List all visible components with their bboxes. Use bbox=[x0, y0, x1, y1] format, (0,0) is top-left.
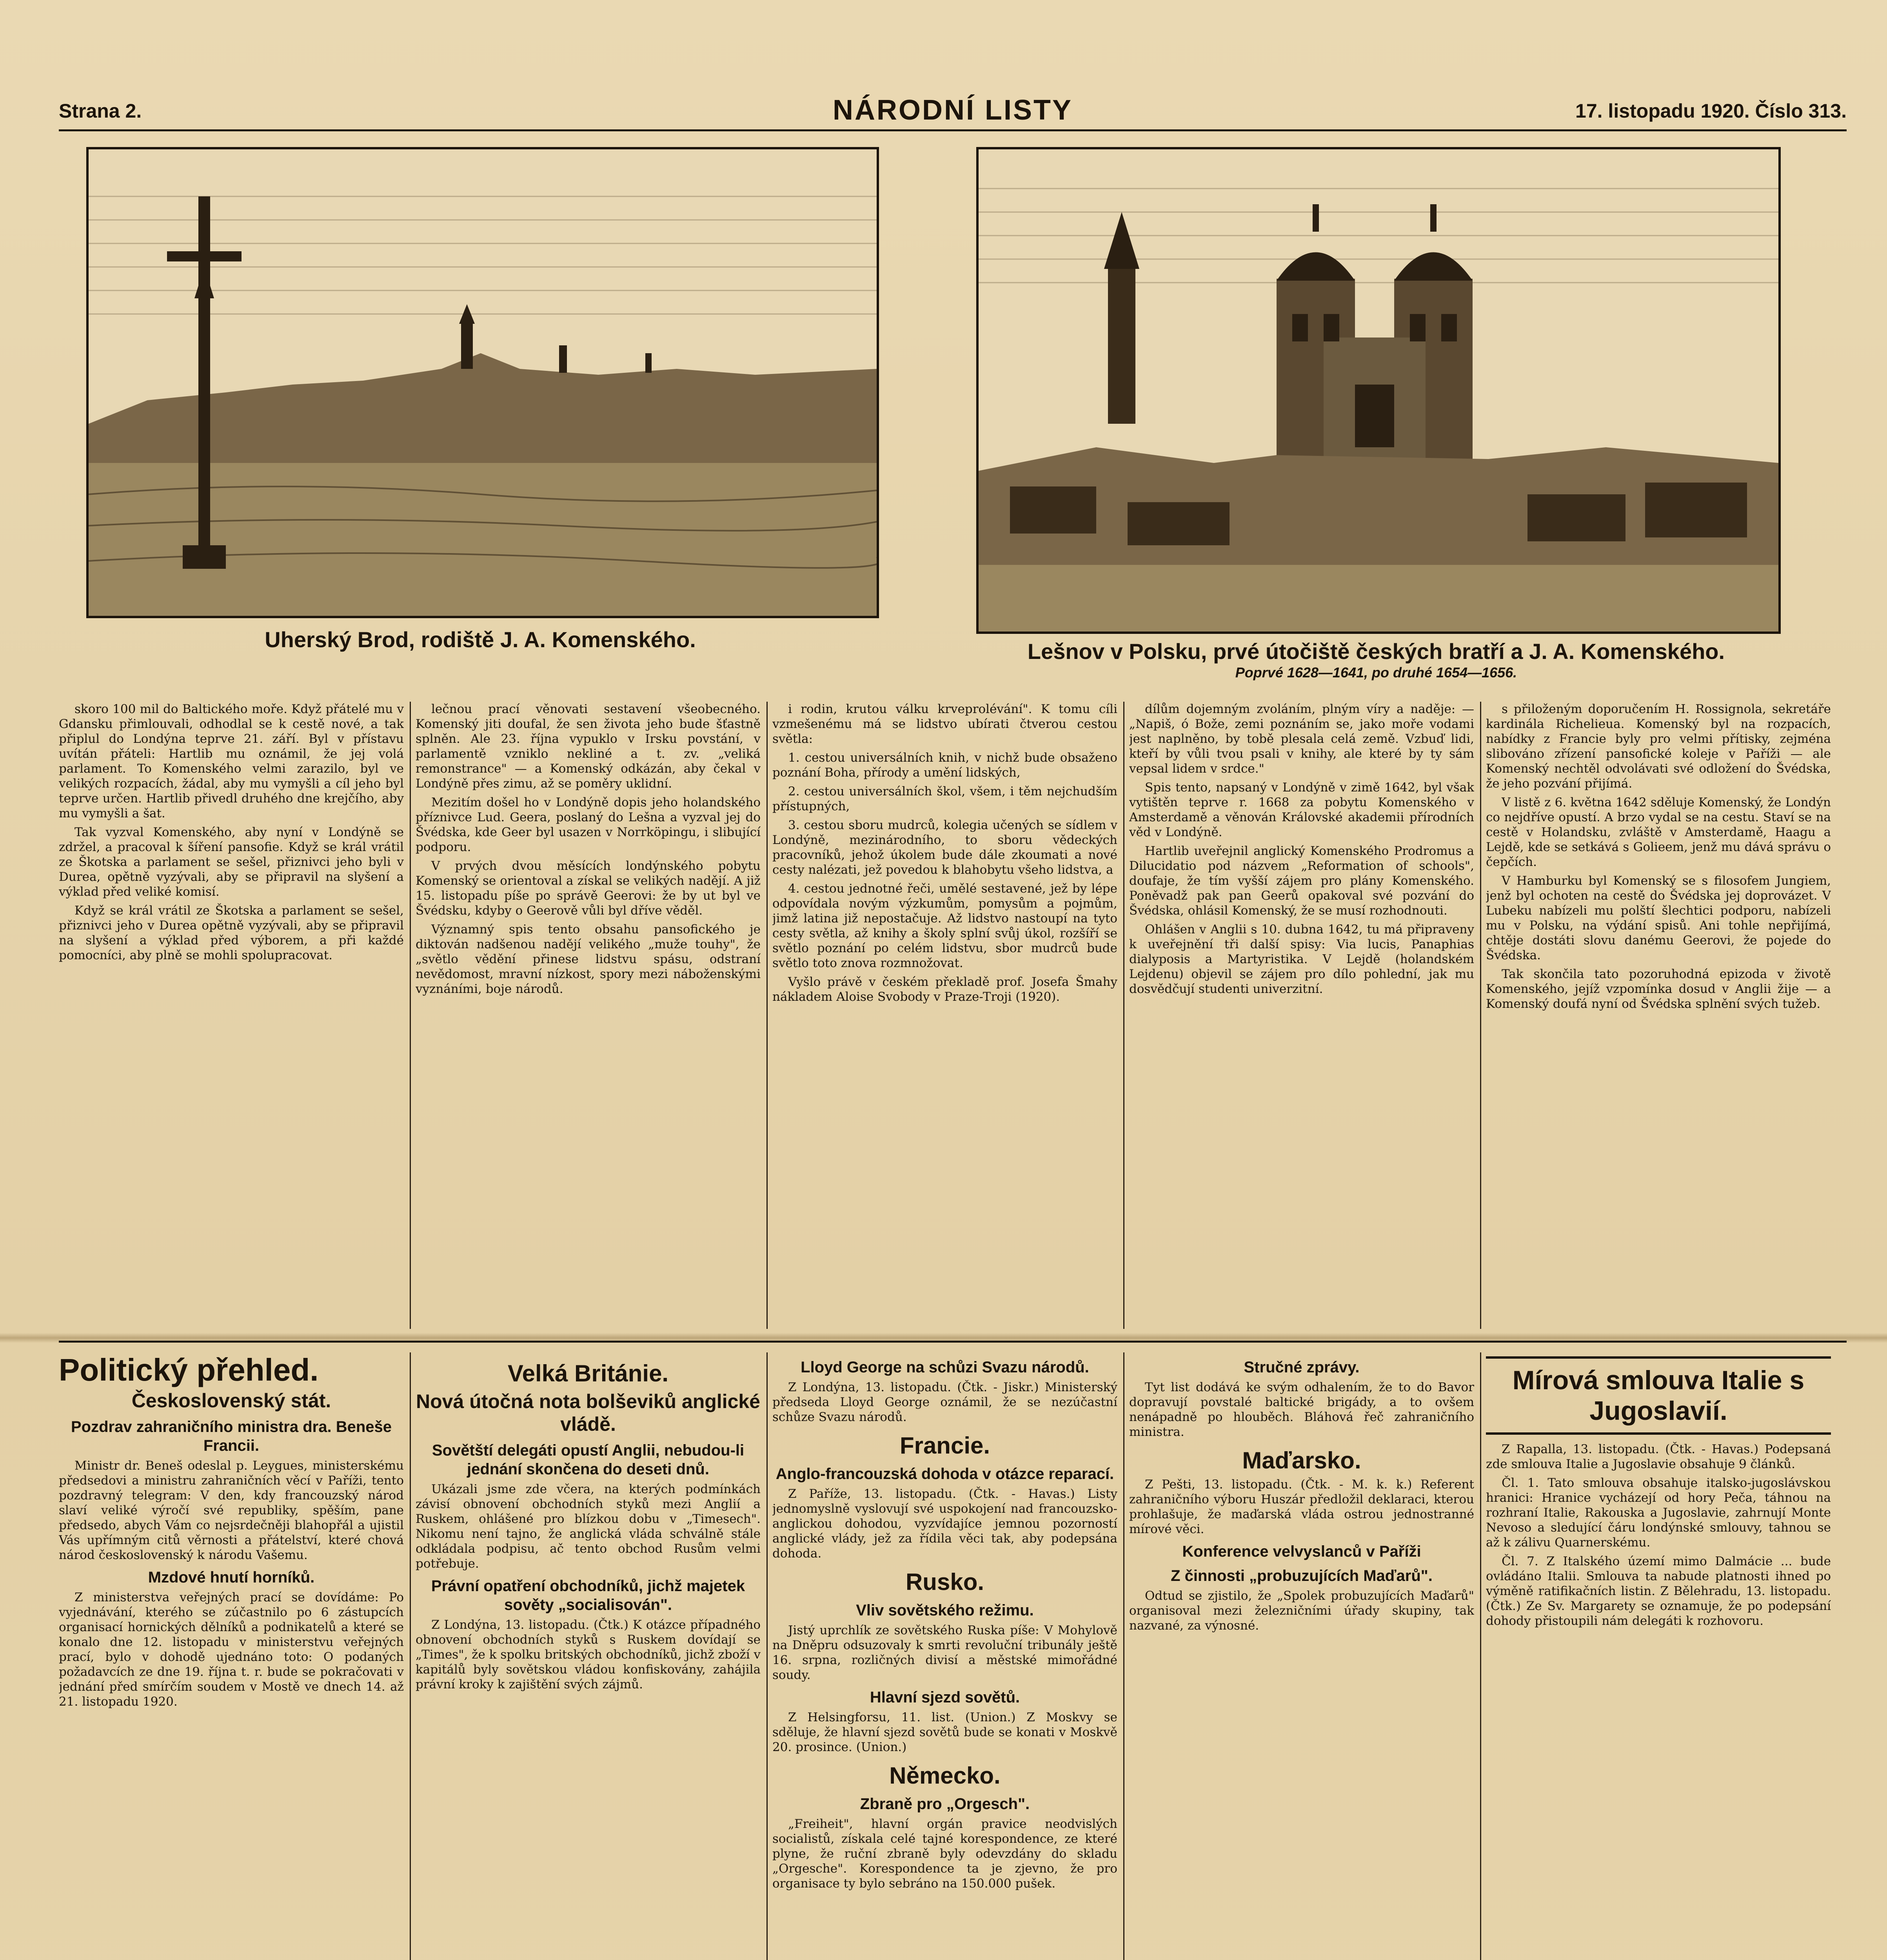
column-rule bbox=[1480, 702, 1481, 1329]
paragraph: V Hamburku byl Komenský se s filosofem Jungiem, jenž byl ochoten na cestě do Švédska jej doprovázet. V Lubeku nabízeli mu polští šlechtici podporu, nabízeli mu v Polsku, na výdání spisů. Ani tohle nepřijímá, chtěje dostáti slovu danému Geerovi, že pojede do Švédska. bbox=[1486, 874, 1831, 962]
section-heading-madarsko: Maďarsko. bbox=[1242, 1447, 1361, 1474]
caption-text: Lešnov v Polsku, prvé útočiště českých bratří a J. A. Komenského. bbox=[1027, 639, 1725, 664]
paragraph: lečnou prací věnovati sestavení všeobecného. Komenský jiti doufal, že sen života jeho bude šťastně splněn. Ale 23. října vypuklo v Irsku povstání, v parlamentě vzniklo nekliné a t. zv. „veliká remonstrance" — a Komenský odkázán, aby čekal v Londýně přes zimu, až se poměry uklidní. bbox=[416, 702, 761, 791]
article-title: Stručné zprávy. bbox=[1244, 1359, 1360, 1376]
article-title: Vliv sovětského režimu. bbox=[856, 1602, 1034, 1619]
article-text: Z Londýna, 13. listopadu. (Čtk. - Jiskr.) Ministerský předseda Lloyd George oznámil, že se nezúčastní schůze Svazu národů. bbox=[772, 1380, 1117, 1424]
illustration-uhersky-brod bbox=[86, 147, 879, 618]
paragraph: 1. cestou universálních knih, v nichž bude obsaženo poznání Boha, přírody a umění lidských, bbox=[772, 751, 1117, 780]
article-column-4 bbox=[1129, 702, 1474, 1329]
news-column-5 bbox=[1486, 1352, 1831, 1960]
article-title: Hlavní sjezd sovětů. bbox=[870, 1689, 1020, 1706]
caption-text: Uherský Brod, rodiště J. A. Komenského. bbox=[265, 627, 696, 652]
section-rule bbox=[59, 1341, 1847, 1343]
article-title: Lloyd George na schůzi Svazu národů. bbox=[801, 1359, 1089, 1376]
paragraph: 4. cestou jednotné řeči, umělé sestavené, jež by lépe odpovídala novým výzkumům, pomysům a pojmům, jimž latina již nepostačuje. Až lidstvo nastoupí na tyto cesty světla, až knihy a školy splní svůj úkol, rozšíří se světlo poznání po celém lidstvu, sbor mudrců bude světlo toto znova rozmnožovat. bbox=[772, 882, 1117, 970]
article-title: Právní opatření obchodníků, jichž majetek sověty „socialisován". bbox=[431, 1577, 745, 1613]
paragraph: Tak vyzval Komenského, aby nyní v Londýně se zdržel, a pracoval k šíření pansofie. Když se král vrátil ze Škotska a parlament se sešel, přiznivci jeho byli v Durea, opětně vyzývali, aby se připravil na slyšení a výklad před veliké komisí. bbox=[59, 825, 404, 899]
section-heading-velka-britanie: Velká Británie. bbox=[507, 1360, 669, 1387]
column-rule bbox=[1123, 702, 1124, 1329]
paragraph: Spis tento, napsaný v Londýně v zimě 1642, byl však vytištěn teprve r. 1668 za pobytu Komenského v Amsterdamě a věnován Královské akademii přírodních věd v Londýně. bbox=[1129, 780, 1474, 839]
article-text: Z Londýna, 13. listopadu. (Čtk.) K otázce případného obnovení obchodních styků s Ruskem dovídají se „Times", že k spolku britských obchodníků, jichž zboží v kapitálů byly sovětskou vládou konfiskovány, zahájila právní kroky k zajištění svých zájmů. bbox=[416, 1618, 761, 1691]
article-title: Z činnosti „probuzujících Maďarů". bbox=[1171, 1567, 1433, 1584]
newspaper-title: NÁRODNÍ LISTY bbox=[832, 94, 1073, 126]
article-column-3 bbox=[772, 702, 1117, 1329]
section-heading-rusko: Rusko. bbox=[905, 1569, 984, 1595]
paragraph: skoro 100 mil do Baltického moře. Když přátelé mu v Gdansku přimlouvali, odhodlal se k cestě nové, a tak připlul do Londýna teprve 21. září. Byl v přístavu uvítán přáteli: Hartlib mu oznámil, že jej volá parlament. To Komenského velmi zarazilo, byl ve velikých rozpacích, žádal, aby mu vymyšli a cíl jeho byl teprve určen. Hartlib přivedl druhého dne krejčího, aby mu vymyšli a šat. bbox=[59, 702, 404, 820]
news-column-4 bbox=[1129, 1352, 1474, 1960]
paragraph: V prvých dvou měsících londýnského pobytu Komenský se orientoval a získal se velikých nadějí. A již 15. listopadu píše po správě Geerovi: že by ut byl ve Švédsku, kdyby o Geerově vůli byl dříve věděl. bbox=[416, 859, 761, 918]
paragraph: Ohlášen v Anglii s 10. dubna 1642, tu má připraveny k uveřejnění tři další spisy: Via lucis, Panaphias dialyposis a Martyristika. V Lejdě (holandském Lejdenu) objevil se zájem pro dílo pohlední, jak mu dosvědčují studenti univerzitní. bbox=[1129, 922, 1474, 996]
article-text: „Freiheit", hlavní orgán pravice neodvislých socialistů, získala celé tajné korespondence, ze které plyne, že ruční zbraně byly odevzdány do skladu „Orgesche". Korespondence ta je zjevno, že pro organisace ty bylo sebráno na 150.000 pušek. bbox=[772, 1817, 1117, 1891]
article-title: Pozdrav zahraničního ministra dra. Beneše Francii. bbox=[71, 1418, 392, 1454]
caption-lesnov bbox=[976, 639, 1776, 681]
masthead bbox=[59, 94, 1847, 125]
article-title: Mzdové hnutí horníků. bbox=[148, 1569, 315, 1586]
illustration-lesnov bbox=[976, 147, 1781, 634]
section-heading-nemecko: Německo. bbox=[889, 1762, 1001, 1789]
article-text: Čl. 7. Z Italského území mimo Dalmácie ... bude ovládáno Italii. Smlouva ta nabude platnosti ihned po výměně ratifikačních listin. Z Bělehradu, 13. listopadu. (Čtk.) Ze Sv. Margarety se oznamuje, že po podepsání dohody přistoupili nám delegáti k rozhovoru. bbox=[1486, 1554, 1831, 1628]
article-text: Z Paříže, 13. listopadu. (Čtk. - Havas.) Listy jednomyslně vyslovují své uspokojení nad francouzsko-anglickou dohodou, vyzvídajíce jemnou pozorností anglické vlády, jež za řídila věci tak, aby podepsána dohoda. bbox=[772, 1487, 1117, 1561]
article-text: Z ministerstva veřejných prací se dovídáme: Po vyjednávání, kterého se zúčastnilo po 6 zástupcích organisací hornických dělníků a podnikatelů a které se konalo dne 12. listopadu v ministerstvu veřejných prací, bylo v dohodě ujednáno toto: O podaných požadavcích ze dne 19. října t. r. bude se pokračovati v jednání před smírčím soudem v Mostě ve dnech 14. až 21. listopadu 1920. bbox=[59, 1590, 404, 1709]
article-text: Z Rapalla, 13. listopadu. (Čtk. - Havas.) Podepsaná zde smlouva Italie a Jugoslavie obsahuje 9 článků. bbox=[1486, 1442, 1831, 1471]
town-panorama-drawing bbox=[89, 149, 877, 616]
subheading: Československý stát. bbox=[131, 1390, 331, 1412]
subheading: Nová útočná nota bolševiků anglické vládě. bbox=[416, 1390, 760, 1435]
paragraph: dílům dojemným zvoláním, plným víry a naděje: — „Napiš, ó Bože, zemi poznáním se, jako moře vodami jest naplněno, by tobě plesala celá země. Vzbuď lidi, kteří by vůli tvou psali v knihy, ale které by ty sám vepsal lidem v srdce." bbox=[1129, 702, 1474, 776]
article-text: Tyt list dodává ke svým odhalením, že to do Bavor dopravují povstalé baltické brigády, a to ovšem nenápadně po hlouběch. Bláhová řeč zahraničního ministra. bbox=[1129, 1380, 1474, 1439]
paragraph: Vyšlo právě v českém překladě prof. Josefa Šmahy nákladem Aloise Svobody v Praze-Troji (1920). bbox=[772, 975, 1117, 1004]
paragraph: Když se král vrátil ze Škotska a parlament se sešel, přiznivci jeho v Durea opětně vyzývali, aby se připravil na slyšení a výklad před výborem, a při každé pomocníci, aby plně se mohli spolupracovat. bbox=[59, 904, 404, 962]
article-text: Z Helsingforsu, 11. list. (Union.) Z Moskvy se sděluje, že hlavní sjezd sovětů bude se konati v Moskvě 20. prosince. (Union.) bbox=[772, 1710, 1117, 1754]
church-drawing bbox=[979, 149, 1778, 632]
paragraph: s přiloženým doporučením H. Rossignola, sekretáře kardinála Richelieua. Komenský byl na rozpacích, nabídky z Francie byly pro velmi přítisky, zejména slibováno zřízení pansofické koleje v Paříži — ale Komenský nechtěl odvolávati své odložení do Švédska, že jeho pozvání přijímá. bbox=[1486, 702, 1831, 791]
news-column-3 bbox=[772, 1352, 1117, 1960]
article-column-1 bbox=[59, 702, 404, 1329]
column-rule bbox=[410, 1352, 411, 1960]
column-rule bbox=[410, 702, 411, 1329]
paragraph: 2. cestou universálních škol, všem, i těm nejchudším přístupných, bbox=[772, 784, 1117, 813]
column-rule bbox=[1123, 1352, 1124, 1960]
article-column-5 bbox=[1486, 702, 1831, 1329]
issue-date: 17. listopadu 1920. Číslo 313. bbox=[1575, 100, 1847, 122]
section-heading-mirova-smlouva: Mírová smlouva Italie s Jugoslavií. bbox=[1486, 1356, 1831, 1435]
page-label: Strana 2. bbox=[59, 100, 142, 122]
article-text: Čl. 1. Tato smlouva obsahuje italsko-jugoslávskou hranici: Hranice vycházejí od hory Peča, táhnou na rozhraní Italie, Rakouska a Jugoslavie, zahrnují Monte Nevoso a sledující čáru londýnské smlouvy, tahnou se až k zálivu Quarnerskému. bbox=[1486, 1476, 1831, 1550]
article-column-2 bbox=[416, 702, 761, 1329]
article-title: Sovětští delegáti opustí Anglii, nebudou-li jednání skončena do deseti dnů. bbox=[432, 1442, 745, 1478]
paragraph: 3. cestou sboru mudrců, kolegia učených se sídlem v Londýně, mezinárodního, to sboru vědeckých pracovníků, jehož úkolem bude dále zkoumati a nové cesty nalézati, jež povedou k blahobytu všeho lidstva, a bbox=[772, 818, 1117, 877]
article-text: Odtud se zjistilo, že „Spolek probuzujících Maďarů" organisoval mezi železničními úřady skupiny, tak nazvané, za výnosné. bbox=[1129, 1589, 1474, 1633]
article-title: Konference velvyslanců v Paříži bbox=[1182, 1543, 1421, 1560]
paragraph: i rodin, krutou válku krveprolévání". K tomu cíli vzmešenému má se lidstvo ubírati čtverou cestou světla: bbox=[772, 702, 1117, 746]
article-title: Anglo-francouzská dohoda v otázce reparací. bbox=[776, 1465, 1114, 1483]
caption-uhersky-brod bbox=[86, 627, 874, 652]
paragraph: Tak skončila tato pozoruhodná epizoda v životě Komenského, jejíž vzpomínka dosud v Anglii žije — a Komenský doufá nyní od Švédska splnění svých tužeb. bbox=[1486, 967, 1831, 1011]
paragraph: Mezitím došel ho v Londýně dopis jeho holandského příznivce Lud. Geera, poslaný do Lešna a vyzval jej do Švédska, kde Geer byl usazen v Norrköpingu, i slibující podporu. bbox=[416, 795, 761, 854]
section-heading-politicky-prehled: Politický přehled. bbox=[59, 1352, 319, 1387]
section-heading-francie: Francie. bbox=[899, 1432, 990, 1459]
column-rule bbox=[1480, 1352, 1481, 1960]
masthead-rule bbox=[59, 129, 1847, 131]
paragraph: Hartlib uveřejnil anglický Komenského Prodromus a Dilucidatio pod názvem „Reformation of schools", doufaje, že tím vyšší zájem pro plány Komenského. Poněvadž pak pan Geerů opakoval své pozvání do Švédska, ohlásil Komenský, že se musí rozhodnouti. bbox=[1129, 844, 1474, 918]
column-rule bbox=[766, 1352, 768, 1960]
paragraph: Významný spis tento obsahu pansofického je diktován nadšenou nadějí velikého „muže touhy", že „světlo vědění přinese lidstvu spásu, odstraní nevědomost, mravní nízkost, spory mezi náboženskými vyznáními, boje národů. bbox=[416, 922, 761, 996]
news-column-1 bbox=[59, 1352, 404, 1960]
article-title: Zbraně pro „Orgesch". bbox=[860, 1795, 1030, 1813]
caption-subtext: Poprvé 1628—1641, po druhé 1654—1656. bbox=[1235, 664, 1517, 681]
column-rule bbox=[766, 702, 768, 1329]
article-text: Jistý uprchlík ze sovětského Ruska píše: V Mohylově na Dněpru odsuzovaly k smrti revoluční tribunály ještě 16. srpna, rozličných divisí a městské mimořádné soudy. bbox=[772, 1623, 1117, 1682]
article-text: Ministr dr. Beneš odeslal p. Leygues, ministerskému předsedovi a ministru zahraničních věcí v Paříži, tento pozdravný telegram: V den, kdy francouzský národ slaví veliké výročí své republiky, spěším, pane předsedo, abych Vám co nejsrdečněji blahopřál a ujistil Vás upřímným citů věrnosti a přátelství, které chová národ československý k národu Vašemu. bbox=[59, 1459, 404, 1562]
paragraph: V listě z 6. května 1642 sděluje Komenský, že Londýn co nejdříve opustí. A brzo vydal se na cestu. Staví se na cestě v Holandsku, zvláště v Amsterdamě, Haagu a Lejdě, kde se setkává s Golieem, jenž mu dává správu o čepčích. bbox=[1486, 795, 1831, 869]
news-column-2 bbox=[416, 1352, 761, 1960]
article-text: Ukázali jsme zde včera, na kterých podmínkách závisí obnovení obchodních styků mezi Anglií a Ruskem, ohlášené pro blízkou dobu v „Timesech". Nikomu není tajno, že anglická vláda schválně stále odkládala podpisu, ač tento obchod Rusům velmi potřebuje. bbox=[416, 1482, 761, 1571]
article-text: Z Pešti, 13. listopadu. (Čtk. - M. k. k.) Referent zahraničního výboru Huszár předložil deklaraci, kterou prohlašuje, že maďarská vláda ostrou jednostranné mírové věci. bbox=[1129, 1477, 1474, 1536]
